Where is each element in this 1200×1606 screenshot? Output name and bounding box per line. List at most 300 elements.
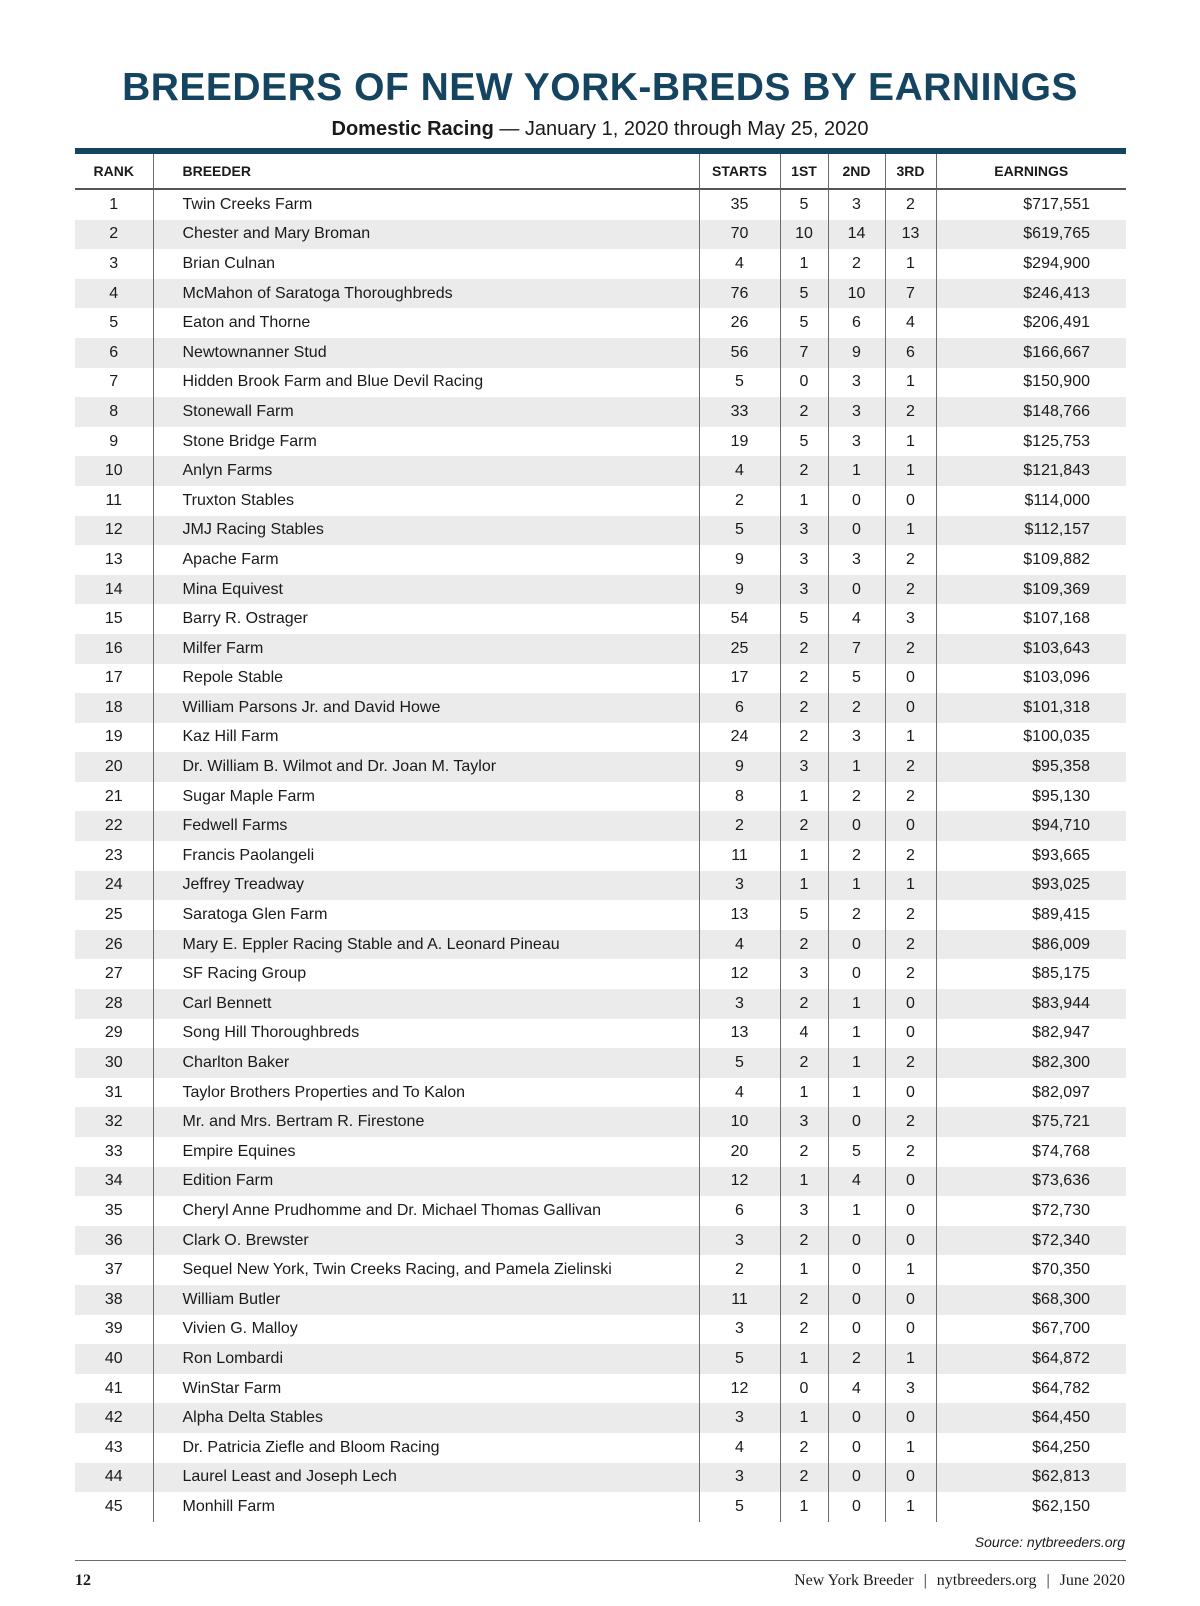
footer-separator: | bbox=[1046, 1572, 1050, 1589]
cell-earnings: $294,900 bbox=[1023, 254, 1090, 272]
header-earnings: EARNINGS bbox=[936, 154, 1126, 189]
cell-second: 3 bbox=[828, 427, 885, 457]
cell-third: 2 bbox=[885, 545, 936, 575]
table-row bbox=[75, 308, 1126, 338]
cell-third: 0 bbox=[885, 486, 936, 516]
cell-rank: 24 bbox=[75, 871, 153, 901]
cell-earnings: $82,097 bbox=[1032, 1083, 1090, 1101]
cell-starts: 2 bbox=[699, 811, 780, 841]
table-row bbox=[75, 1019, 1126, 1049]
cell-first: 3 bbox=[780, 1196, 828, 1226]
cell-breeder: Fedwell Farms bbox=[153, 811, 699, 841]
cell-rank: 15 bbox=[75, 604, 153, 634]
cell-rank: 12 bbox=[75, 516, 153, 546]
cell-second: 14 bbox=[828, 220, 885, 250]
cell-earnings: $166,667 bbox=[936, 338, 1126, 368]
cell-starts: 3 bbox=[699, 1315, 780, 1345]
cell-earnings: $717,551 bbox=[1023, 195, 1090, 213]
cell-first: 2 bbox=[780, 397, 828, 427]
cell-earnings: $85,175 bbox=[1032, 965, 1090, 983]
cell-first: 1 bbox=[780, 1078, 828, 1108]
table-row bbox=[75, 397, 1126, 427]
cell-starts: 70 bbox=[699, 220, 780, 250]
table-header-row bbox=[75, 154, 1126, 189]
table-row bbox=[75, 604, 1126, 634]
cell-second: 3 bbox=[828, 368, 885, 398]
cell-breeder: Stonewall Farm bbox=[153, 397, 699, 427]
cell-first: 2 bbox=[780, 1285, 828, 1315]
cell-second: 1 bbox=[828, 752, 885, 782]
cell-breeder: Empire Equines bbox=[153, 1137, 699, 1167]
cell-first: 2 bbox=[780, 1226, 828, 1256]
cell-third: 0 bbox=[885, 1403, 936, 1433]
cell-rank: 36 bbox=[75, 1226, 153, 1256]
cell-earnings: $62,150 bbox=[1032, 1497, 1090, 1515]
cell-breeder: Monhill Farm bbox=[153, 1492, 699, 1522]
table-row bbox=[75, 338, 1126, 368]
cell-first: 1 bbox=[780, 249, 828, 279]
table-row bbox=[75, 1255, 1126, 1285]
cell-breeder: Dr. Patricia Ziefle and Bloom Racing bbox=[153, 1433, 699, 1463]
table-row bbox=[75, 279, 1126, 309]
cell-rank: 31 bbox=[75, 1078, 153, 1108]
cell-starts: 4 bbox=[699, 930, 780, 960]
table-row bbox=[75, 1137, 1126, 1167]
cell-breeder: Clark O. Brewster bbox=[153, 1226, 699, 1256]
cell-starts: 5 bbox=[699, 1344, 780, 1374]
cell-starts: 3 bbox=[699, 1403, 780, 1433]
cell-earnings: $82,947 bbox=[1032, 1024, 1090, 1042]
cell-rank: 45 bbox=[75, 1492, 153, 1522]
cell-first: 2 bbox=[780, 1137, 828, 1167]
cell-earnings: $150,900 bbox=[1023, 373, 1090, 391]
cell-first: 1 bbox=[780, 486, 828, 516]
cell-third: 1 bbox=[885, 1433, 936, 1463]
cell-breeder: McMahon of Saratoga Thoroughbreds bbox=[153, 279, 699, 309]
cell-rank: 41 bbox=[75, 1374, 153, 1404]
cell-starts: 54 bbox=[699, 604, 780, 634]
cell-third: 3 bbox=[885, 604, 936, 634]
cell-starts: 6 bbox=[699, 1196, 780, 1226]
cell-starts: 9 bbox=[699, 575, 780, 605]
cell-earnings: $109,369 bbox=[936, 575, 1126, 605]
cell-earnings: $82,300 bbox=[936, 1048, 1126, 1078]
cell-starts: 33 bbox=[699, 397, 780, 427]
table-row bbox=[75, 871, 1126, 901]
cell-breeder: Anlyn Farms bbox=[153, 456, 699, 486]
table-row bbox=[75, 220, 1126, 250]
cell-first: 5 bbox=[780, 189, 828, 220]
table-row bbox=[75, 1196, 1126, 1226]
cell-rank: 4 bbox=[75, 279, 153, 309]
cell-third: 3 bbox=[885, 1374, 936, 1404]
cell-rank: 22 bbox=[75, 811, 153, 841]
cell-breeder: Eaton and Thorne bbox=[153, 308, 699, 338]
cell-third: 2 bbox=[885, 189, 936, 220]
cell-earnings: $73,636 bbox=[936, 1167, 1126, 1197]
cell-breeder: Taylor Brothers Properties and To Kalon bbox=[153, 1078, 699, 1108]
cell-third: 1 bbox=[885, 1255, 936, 1285]
cell-first: 2 bbox=[780, 930, 828, 960]
cell-rank: 10 bbox=[75, 456, 153, 486]
cell-second: 1 bbox=[828, 1019, 885, 1049]
cell-earnings: $67,700 bbox=[1032, 1320, 1090, 1338]
cell-second: 4 bbox=[828, 1374, 885, 1404]
cell-starts: 5 bbox=[699, 516, 780, 546]
cell-breeder: Alpha Delta Stables bbox=[153, 1403, 699, 1433]
cell-first: 5 bbox=[780, 604, 828, 634]
cell-rank: 21 bbox=[75, 782, 153, 812]
cell-earnings: $103,096 bbox=[1023, 669, 1090, 687]
cell-starts: 4 bbox=[699, 249, 780, 279]
table-row bbox=[75, 634, 1126, 664]
cell-third: 0 bbox=[885, 693, 936, 723]
cell-first: 2 bbox=[780, 1315, 828, 1345]
cell-starts: 3 bbox=[699, 871, 780, 901]
cell-starts: 12 bbox=[699, 1167, 780, 1197]
cell-second: 0 bbox=[828, 486, 885, 516]
cell-first: 3 bbox=[780, 575, 828, 605]
cell-rank: 13 bbox=[75, 545, 153, 575]
cell-breeder: Chester and Mary Broman bbox=[153, 220, 699, 250]
cell-third: 0 bbox=[885, 664, 936, 694]
cell-earnings: $107,168 bbox=[1023, 610, 1090, 628]
cell-earnings: $114,000 bbox=[1024, 491, 1090, 509]
cell-rank: 27 bbox=[75, 959, 153, 989]
table-row bbox=[75, 693, 1126, 723]
cell-starts: 10 bbox=[699, 1107, 780, 1137]
cell-second: 1 bbox=[828, 1048, 885, 1078]
cell-second: 3 bbox=[828, 545, 885, 575]
table-row bbox=[75, 1048, 1126, 1078]
cell-third: 0 bbox=[885, 1315, 936, 1345]
cell-third: 2 bbox=[885, 1137, 936, 1167]
cell-breeder: Francis Paolangeli bbox=[153, 841, 699, 871]
cell-third: 1 bbox=[885, 1344, 936, 1374]
cell-third: 1 bbox=[885, 723, 936, 753]
cell-second: 10 bbox=[828, 279, 885, 309]
cell-first: 7 bbox=[780, 338, 828, 368]
cell-earnings: $75,721 bbox=[936, 1107, 1126, 1137]
cell-first: 2 bbox=[780, 1433, 828, 1463]
cell-earnings: $64,450 bbox=[936, 1403, 1126, 1433]
table-row bbox=[75, 930, 1126, 960]
cell-third: 0 bbox=[885, 1078, 936, 1108]
cell-second: 0 bbox=[828, 1433, 885, 1463]
cell-third: 13 bbox=[885, 220, 936, 250]
cell-first: 3 bbox=[780, 959, 828, 989]
cell-second: 0 bbox=[828, 575, 885, 605]
cell-first: 1 bbox=[780, 1403, 828, 1433]
cell-second: 1 bbox=[828, 456, 885, 486]
cell-first: 5 bbox=[780, 900, 828, 930]
cell-second: 0 bbox=[828, 1315, 885, 1345]
cell-rank: 34 bbox=[75, 1167, 153, 1197]
cell-second: 1 bbox=[828, 989, 885, 1019]
cell-rank: 23 bbox=[75, 841, 153, 871]
cell-second: 6 bbox=[828, 308, 885, 338]
cell-starts: 4 bbox=[699, 1078, 780, 1108]
cell-starts: 26 bbox=[699, 308, 780, 338]
cell-third: 0 bbox=[885, 1285, 936, 1315]
cell-third: 1 bbox=[885, 456, 936, 486]
cell-rank: 37 bbox=[75, 1255, 153, 1285]
cell-second: 7 bbox=[828, 634, 885, 664]
cell-earnings: $246,413 bbox=[936, 279, 1126, 309]
cell-first: 1 bbox=[780, 1255, 828, 1285]
cell-third: 2 bbox=[885, 397, 936, 427]
cell-second: 2 bbox=[828, 249, 885, 279]
subtitle-bold: Domestic Racing bbox=[331, 118, 494, 140]
cell-breeder: WinStar Farm bbox=[153, 1374, 699, 1404]
table-row bbox=[75, 1433, 1126, 1463]
cell-first: 2 bbox=[780, 664, 828, 694]
cell-breeder: Kaz Hill Farm bbox=[153, 723, 699, 753]
cell-first: 2 bbox=[780, 1048, 828, 1078]
table-row bbox=[75, 427, 1126, 457]
cell-breeder: Sugar Maple Farm bbox=[153, 782, 699, 812]
cell-starts: 2 bbox=[699, 486, 780, 516]
page-number: 12 bbox=[75, 1572, 91, 1589]
table-row bbox=[75, 1374, 1126, 1404]
cell-earnings: $100,035 bbox=[1023, 728, 1090, 746]
table-row bbox=[75, 1226, 1126, 1256]
table-row bbox=[75, 1492, 1126, 1522]
source-note: Source: nytbreeders.org bbox=[974, 1534, 1125, 1550]
cell-rank: 7 bbox=[75, 368, 153, 398]
cell-second: 4 bbox=[828, 1167, 885, 1197]
cell-first: 0 bbox=[780, 368, 828, 398]
header-first: 1ST bbox=[780, 154, 828, 189]
cell-starts: 12 bbox=[699, 959, 780, 989]
table-row bbox=[75, 1285, 1126, 1315]
cell-third: 0 bbox=[885, 811, 936, 841]
cell-first: 2 bbox=[780, 456, 828, 486]
cell-starts: 35 bbox=[699, 189, 780, 220]
cell-breeder: Charlton Baker bbox=[153, 1048, 699, 1078]
cell-second: 9 bbox=[828, 338, 885, 368]
cell-rank: 30 bbox=[75, 1048, 153, 1078]
cell-first: 0 bbox=[780, 1374, 828, 1404]
cell-rank: 16 bbox=[75, 634, 153, 664]
cell-breeder: Vivien G. Malloy bbox=[153, 1315, 699, 1345]
table-row bbox=[75, 989, 1126, 1019]
cell-rank: 32 bbox=[75, 1107, 153, 1137]
cell-rank: 2 bbox=[75, 220, 153, 250]
cell-third: 0 bbox=[885, 989, 936, 1019]
cell-second: 0 bbox=[828, 1463, 885, 1493]
table-row bbox=[75, 752, 1126, 782]
cell-breeder: William Butler bbox=[153, 1285, 699, 1315]
cell-earnings: $86,009 bbox=[936, 930, 1126, 960]
cell-breeder: Newtownanner Stud bbox=[153, 338, 699, 368]
cell-third: 4 bbox=[885, 308, 936, 338]
cell-third: 0 bbox=[885, 1019, 936, 1049]
cell-rank: 9 bbox=[75, 427, 153, 457]
table-row bbox=[75, 959, 1126, 989]
cell-breeder: Cheryl Anne Prudhomme and Dr. Michael Thomas Gallivan bbox=[153, 1196, 699, 1226]
cell-earnings: $64,782 bbox=[1032, 1379, 1090, 1397]
subtitle-dash: — bbox=[493, 118, 525, 140]
cell-rank: 1 bbox=[75, 189, 153, 220]
cell-starts: 20 bbox=[699, 1137, 780, 1167]
footer-issue: June 2020 bbox=[1059, 1572, 1125, 1589]
cell-starts: 3 bbox=[699, 1463, 780, 1493]
cell-second: 2 bbox=[828, 693, 885, 723]
cell-breeder: Apache Farm bbox=[153, 545, 699, 575]
table-row bbox=[75, 782, 1126, 812]
header-second: 2ND bbox=[828, 154, 885, 189]
table-row bbox=[75, 723, 1126, 753]
cell-rank: 44 bbox=[75, 1463, 153, 1493]
cell-breeder: Stone Bridge Farm bbox=[153, 427, 699, 457]
cell-third: 6 bbox=[885, 338, 936, 368]
cell-breeder: Repole Stable bbox=[153, 664, 699, 694]
cell-third: 2 bbox=[885, 1048, 936, 1078]
cell-first: 5 bbox=[780, 427, 828, 457]
table-row bbox=[75, 900, 1126, 930]
cell-earnings: $103,643 bbox=[936, 634, 1126, 664]
cell-rank: 14 bbox=[75, 575, 153, 605]
cell-breeder: JMJ Racing Stables bbox=[153, 516, 699, 546]
cell-third: 0 bbox=[885, 1196, 936, 1226]
cell-third: 2 bbox=[885, 752, 936, 782]
table-row bbox=[75, 545, 1126, 575]
cell-third: 0 bbox=[885, 1167, 936, 1197]
cell-rank: 26 bbox=[75, 930, 153, 960]
cell-third: 2 bbox=[885, 1107, 936, 1137]
cell-rank: 6 bbox=[75, 338, 153, 368]
table-row bbox=[75, 189, 1126, 220]
cell-second: 4 bbox=[828, 604, 885, 634]
cell-rank: 43 bbox=[75, 1433, 153, 1463]
cell-third: 1 bbox=[885, 368, 936, 398]
cell-rank: 20 bbox=[75, 752, 153, 782]
cell-earnings: $206,491 bbox=[1023, 314, 1090, 332]
header-third: 3RD bbox=[885, 154, 936, 189]
cell-first: 3 bbox=[780, 516, 828, 546]
cell-first: 1 bbox=[780, 782, 828, 812]
cell-earnings: $95,130 bbox=[1032, 787, 1090, 805]
cell-rank: 25 bbox=[75, 900, 153, 930]
cell-breeder: Mary E. Eppler Racing Stable and A. Leonard Pineau bbox=[153, 930, 699, 960]
table-row bbox=[75, 811, 1126, 841]
cell-breeder: Edition Farm bbox=[153, 1167, 699, 1197]
cell-earnings: $68,300 bbox=[936, 1285, 1126, 1315]
table-row bbox=[75, 1107, 1126, 1137]
cell-first: 5 bbox=[780, 308, 828, 338]
cell-starts: 3 bbox=[699, 989, 780, 1019]
cell-earnings: $72,730 bbox=[1032, 1201, 1090, 1219]
cell-second: 0 bbox=[828, 516, 885, 546]
cell-first: 3 bbox=[780, 1107, 828, 1137]
cell-third: 1 bbox=[885, 427, 936, 457]
cell-rank: 3 bbox=[75, 249, 153, 279]
cell-second: 5 bbox=[828, 1137, 885, 1167]
cell-earnings: $64,250 bbox=[1032, 1438, 1090, 1456]
cell-earnings: $112,157 bbox=[936, 516, 1126, 546]
cell-second: 0 bbox=[828, 930, 885, 960]
cell-third: 1 bbox=[885, 1492, 936, 1522]
cell-breeder: SF Racing Group bbox=[153, 959, 699, 989]
table-row bbox=[75, 664, 1126, 694]
breeders-table bbox=[75, 154, 1126, 1522]
cell-breeder: William Parsons Jr. and David Howe bbox=[153, 693, 699, 723]
cell-third: 2 bbox=[885, 841, 936, 871]
table-row bbox=[75, 1315, 1126, 1345]
cell-earnings: $93,025 bbox=[936, 871, 1126, 901]
header-rank: RANK bbox=[75, 154, 153, 189]
cell-earnings: $619,765 bbox=[936, 220, 1126, 250]
cell-second: 2 bbox=[828, 782, 885, 812]
cell-rank: 11 bbox=[75, 486, 153, 516]
cell-breeder: Mr. and Mrs. Bertram R. Firestone bbox=[153, 1107, 699, 1137]
footer-website: nytbreeders.org bbox=[936, 1572, 1037, 1589]
cell-earnings: $89,415 bbox=[1032, 906, 1090, 924]
subtitle-date-range: January 1, 2020 through May 25, 2020 bbox=[524, 118, 869, 140]
cell-breeder: Twin Creeks Farm bbox=[153, 189, 699, 220]
cell-third: 0 bbox=[885, 1463, 936, 1493]
cell-starts: 9 bbox=[699, 545, 780, 575]
cell-first: 2 bbox=[780, 989, 828, 1019]
cell-second: 0 bbox=[828, 1107, 885, 1137]
cell-starts: 56 bbox=[699, 338, 780, 368]
cell-third: 2 bbox=[885, 900, 936, 930]
cell-earnings: $93,665 bbox=[1032, 846, 1090, 864]
cell-second: 2 bbox=[828, 900, 885, 930]
cell-second: 0 bbox=[828, 1403, 885, 1433]
cell-starts: 11 bbox=[699, 1285, 780, 1315]
cell-breeder: Jeffrey Treadway bbox=[153, 871, 699, 901]
cell-first: 2 bbox=[780, 634, 828, 664]
cell-first: 3 bbox=[780, 752, 828, 782]
cell-first: 2 bbox=[780, 1463, 828, 1493]
header-starts: STARTS bbox=[699, 154, 780, 189]
cell-breeder: Ron Lombardi bbox=[153, 1344, 699, 1374]
cell-second: 1 bbox=[828, 1196, 885, 1226]
header-breeder: BREEDER bbox=[153, 154, 699, 189]
cell-third: 1 bbox=[885, 871, 936, 901]
cell-starts: 2 bbox=[699, 1255, 780, 1285]
cell-rank: 29 bbox=[75, 1019, 153, 1049]
cell-starts: 25 bbox=[699, 634, 780, 664]
cell-rank: 18 bbox=[75, 693, 153, 723]
cell-rank: 8 bbox=[75, 397, 153, 427]
table-row bbox=[75, 575, 1126, 605]
table-row bbox=[75, 249, 1126, 279]
table-row bbox=[75, 1403, 1126, 1433]
cell-starts: 17 bbox=[699, 664, 780, 694]
cell-first: 2 bbox=[780, 811, 828, 841]
cell-first: 4 bbox=[780, 1019, 828, 1049]
cell-starts: 4 bbox=[699, 1433, 780, 1463]
cell-third: 2 bbox=[885, 782, 936, 812]
cell-starts: 13 bbox=[699, 900, 780, 930]
cell-second: 1 bbox=[828, 1078, 885, 1108]
subtitle bbox=[0, 118, 1200, 141]
table-row bbox=[75, 1463, 1126, 1493]
cell-starts: 5 bbox=[699, 1492, 780, 1522]
cell-earnings: $74,768 bbox=[1032, 1142, 1090, 1160]
table-row bbox=[75, 841, 1126, 871]
cell-second: 0 bbox=[828, 1285, 885, 1315]
cell-starts: 76 bbox=[699, 279, 780, 309]
cell-starts: 13 bbox=[699, 1019, 780, 1049]
cell-first: 2 bbox=[780, 723, 828, 753]
footer-rule bbox=[75, 1560, 1126, 1561]
cell-starts: 5 bbox=[699, 368, 780, 398]
cell-earnings: $121,843 bbox=[936, 456, 1126, 486]
